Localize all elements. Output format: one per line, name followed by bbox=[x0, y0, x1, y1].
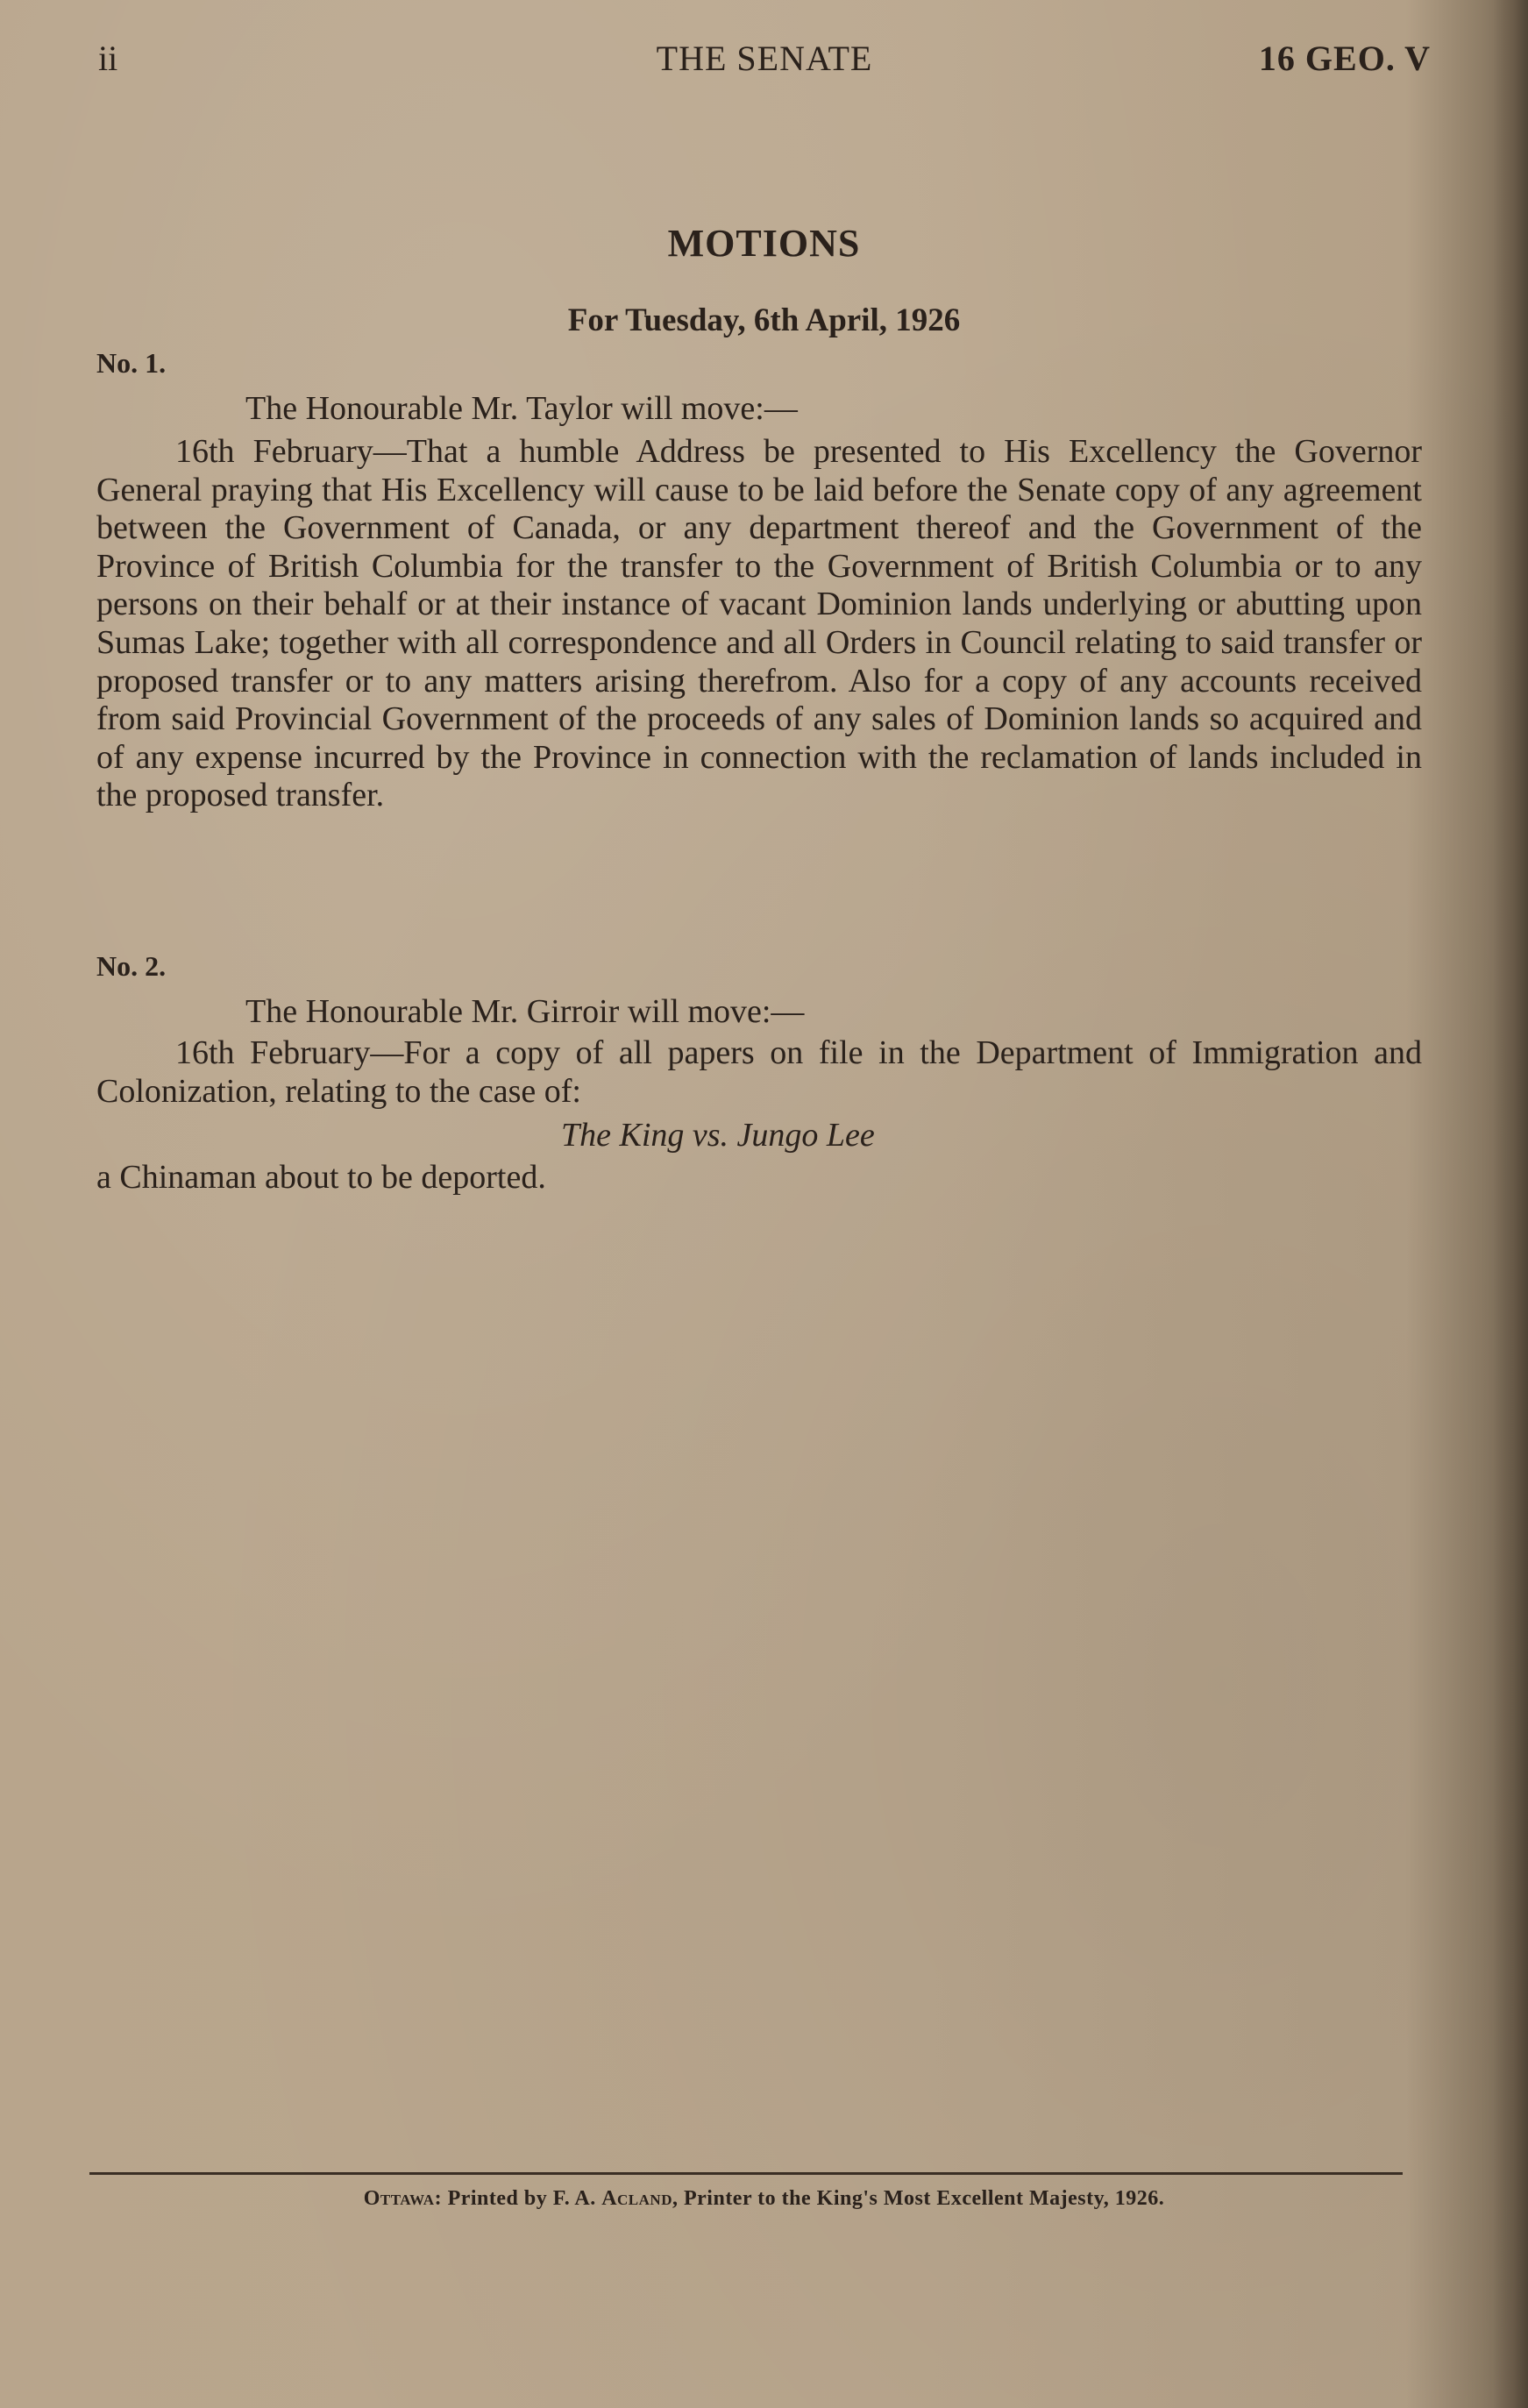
case-title: The King vs. Jungo Lee bbox=[561, 1117, 875, 1154]
motion-item bbox=[96, 344, 1422, 815]
motion-mover: The Honourable Mr. Taylor will move:— bbox=[245, 390, 798, 427]
motion-number: No. 2. bbox=[96, 950, 167, 982]
motion-mover: The Honourable Mr. Girroir will move:— bbox=[245, 993, 805, 1030]
date-line: For Tuesday, 6th April, 1926 bbox=[567, 302, 961, 338]
imprint-printed-by: : Printed by F. A. bbox=[434, 2187, 602, 2210]
imprint-place: Ottawa bbox=[363, 2187, 435, 2210]
footer-rule bbox=[89, 2172, 1403, 2175]
session-label: 16 GEO. V bbox=[1258, 39, 1431, 78]
printer-imprint bbox=[0, 2181, 1528, 2216]
page-edge-shadow bbox=[1493, 0, 1528, 2408]
running-title: THE SENATE bbox=[656, 39, 873, 78]
page-heading: MOTIONS bbox=[667, 222, 861, 265]
motion-number: No. 1. bbox=[96, 347, 167, 379]
motion-text: 16th February—For a copy of all papers on file in the Department of Immigration and Colonization, relating to the case of: bbox=[96, 1034, 1422, 1110]
imprint-tail: , Printer to the King's Most Excellent Majesty, 1926. bbox=[672, 2187, 1165, 2210]
motion-item bbox=[96, 947, 1422, 1197]
imprint-printer: Acland bbox=[601, 2187, 672, 2210]
motion-text: 16th February—That a humble Address be presented to His Excellency the Governor General praying that His Excellency will cause to be laid before the Senate copy of any agreement between the Government of Canada, or any department thereof and the Government of the Province of British Columbia for the transfer to the Government of British Columbia or to any persons on their behalf or at their instance of vacant Dominion lands underlying or abutting upon Sumas Lake; together with all correspondence and all Orders in Council relating to said transfer or proposed transfer or to any matters arising therefrom. Also for a copy of any accounts received from said Provincial Government of the proceeds of any sales of Dominion lands so acquired and of any expense incurred by the Province in connection with the reclamation of lands included in the proposed transfer. bbox=[96, 433, 1422, 814]
case-description: a Chinaman about to be deported. bbox=[96, 1159, 546, 1197]
running-head bbox=[98, 37, 1431, 81]
page-number: ii bbox=[98, 39, 118, 78]
